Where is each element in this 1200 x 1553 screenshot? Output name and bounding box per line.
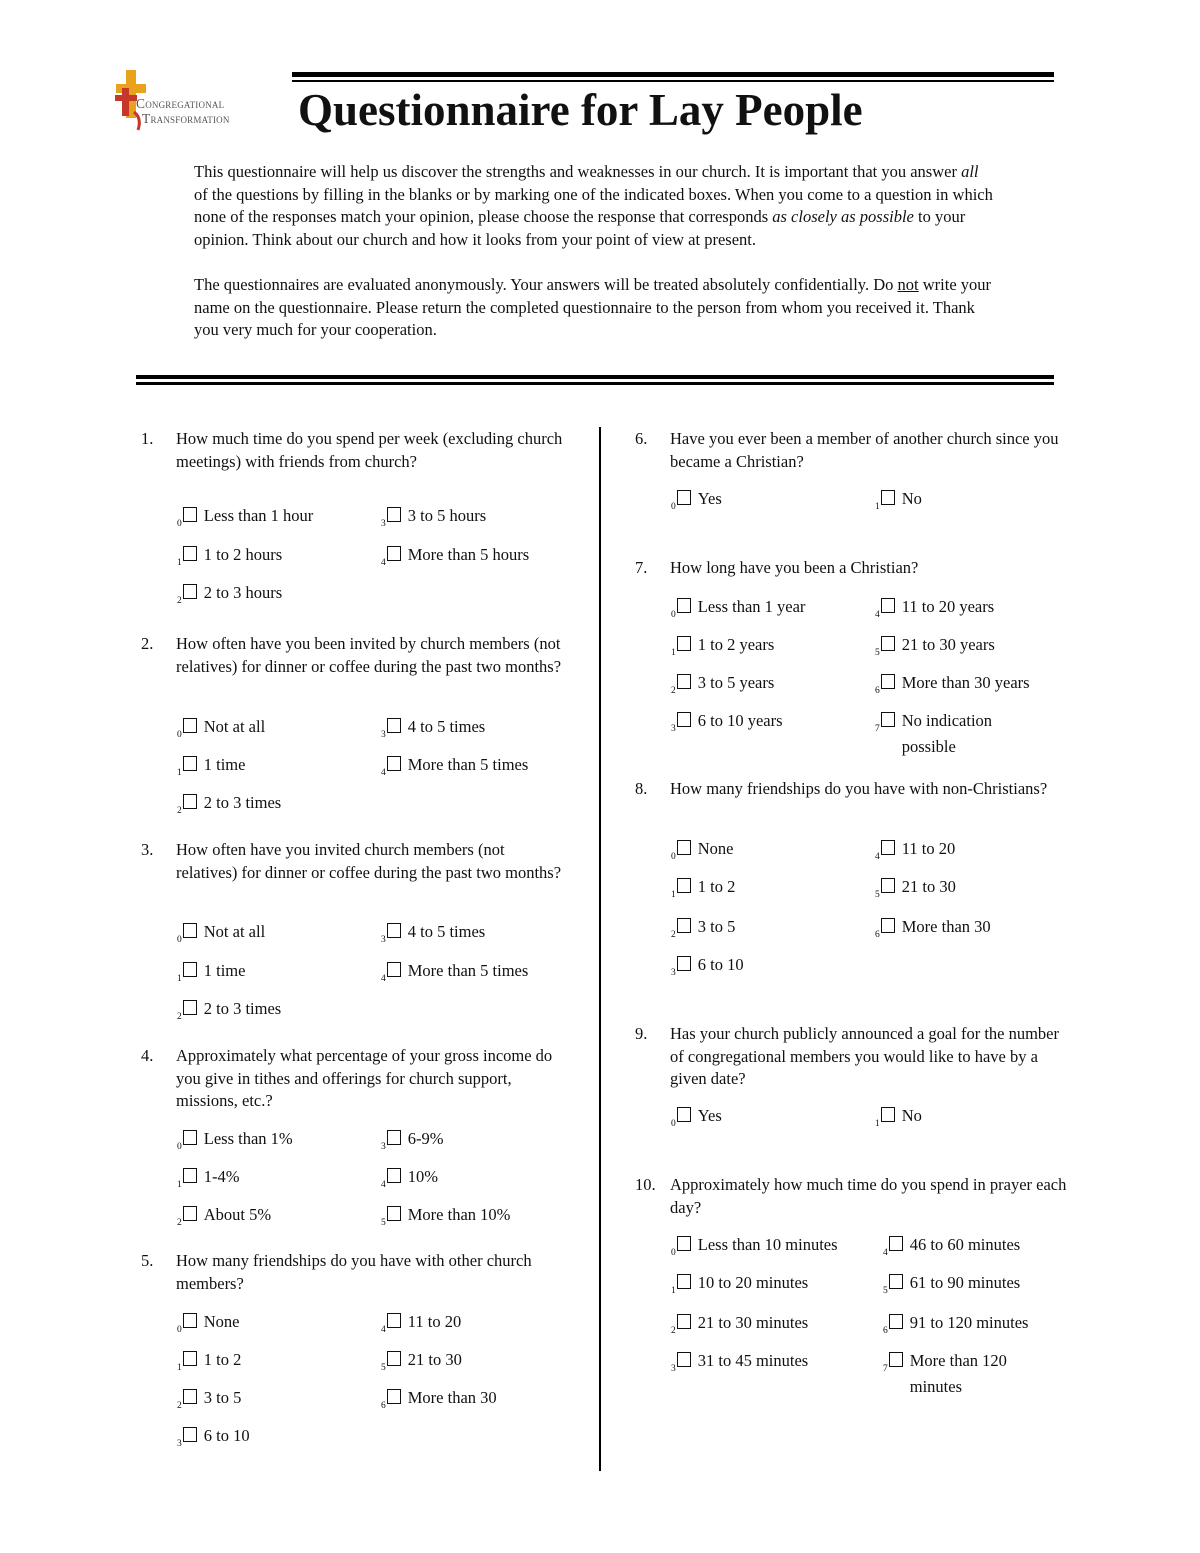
question-number: 3. [141, 840, 154, 859]
checkbox[interactable] [889, 1274, 903, 1289]
option-code: 2 [671, 1326, 676, 1336]
option-label: More than 5 times [407, 755, 529, 774]
answer-option[interactable] [381, 1167, 438, 1190]
option-label: 1 to 2 [697, 877, 736, 896]
option-label: 46 to 60 minutes [909, 1235, 1021, 1254]
checkbox[interactable] [677, 674, 691, 689]
answer-option[interactable] [671, 711, 783, 734]
option-label: 6-9% [407, 1129, 444, 1148]
checkbox[interactable] [881, 490, 895, 505]
option-code: 0 [671, 852, 676, 862]
answer-option[interactable] [381, 545, 529, 568]
logo [112, 68, 280, 138]
option-code: 1 [177, 974, 182, 984]
option-label: 1 to 2 [203, 1350, 242, 1369]
option-code: 3 [381, 935, 386, 945]
checkbox[interactable] [677, 918, 691, 933]
checkbox[interactable] [183, 1130, 197, 1145]
option-code: 4 [381, 558, 386, 568]
option-label: 11 to 20 years [901, 597, 995, 616]
checkbox[interactable] [387, 718, 401, 733]
question-number: 8. [635, 779, 648, 798]
option-label: 3 to 5 years [697, 673, 775, 692]
answer-option[interactable] [381, 1312, 461, 1335]
intro-rule-thin [136, 382, 1054, 385]
checkbox[interactable] [889, 1314, 903, 1329]
answer-option[interactable] [875, 711, 1032, 760]
checkbox[interactable] [387, 507, 401, 522]
option-label: More than 5 hours [407, 545, 530, 564]
option-label: 31 to 45 minutes [697, 1351, 809, 1370]
option-code: 4 [381, 974, 386, 984]
option-label: Less than 1% [203, 1129, 293, 1148]
answer-option[interactable] [381, 1350, 462, 1373]
option-label: More than 5 times [407, 961, 529, 980]
answer-option[interactable] [381, 506, 486, 529]
checkbox[interactable] [677, 956, 691, 971]
option-label: 11 to 20 [407, 1312, 462, 1331]
option-code: 1 [875, 1119, 880, 1129]
header-rule-thick [292, 72, 1054, 77]
answer-option[interactable] [875, 635, 995, 658]
option-label: 6 to 10 years [697, 711, 783, 730]
checkbox[interactable] [677, 840, 691, 855]
checkbox[interactable] [889, 1352, 903, 1367]
checkbox[interactable] [387, 1389, 401, 1404]
question-number: 10. [635, 1175, 656, 1194]
checkbox[interactable] [183, 1313, 197, 1328]
option-code: 3 [671, 968, 676, 978]
answer-option[interactable] [671, 955, 744, 978]
answer-option[interactable] [875, 839, 955, 862]
checkbox[interactable] [881, 918, 895, 933]
answer-option[interactable] [875, 917, 991, 940]
question-text: Approximately how much time do you spend in prayer each day? [670, 1175, 1067, 1217]
answer-option[interactable] [671, 1351, 808, 1374]
option-label: 1 time [203, 755, 246, 774]
option-code: 2 [177, 806, 182, 816]
option-label: 1 time [203, 961, 246, 980]
checkbox[interactable] [183, 923, 197, 938]
intro-text [194, 161, 994, 342]
option-label: 61 to 90 minutes [909, 1273, 1021, 1292]
option-label: 2 to 3 hours [203, 583, 283, 602]
option-code: 3 [671, 724, 676, 734]
option-label: 2 to 3 times [203, 793, 282, 812]
option-label: More than 30 [407, 1388, 497, 1407]
checkbox[interactable] [881, 1107, 895, 1122]
option-label: 3 to 5 hours [407, 506, 487, 525]
option-label: 21 to 30 [901, 877, 956, 896]
option-label: 21 to 30 years [901, 635, 995, 654]
checkbox[interactable] [881, 712, 895, 727]
checkbox[interactable] [677, 712, 691, 727]
option-code: 1 [177, 1363, 182, 1373]
answer-option[interactable] [381, 717, 485, 740]
answer-option[interactable] [177, 1312, 240, 1335]
option-code: 3 [177, 1439, 182, 1449]
checkbox[interactable] [677, 1352, 691, 1367]
answer-option[interactable] [381, 755, 528, 778]
answer-option[interactable] [671, 1313, 808, 1336]
option-label: 6 to 10 [697, 955, 744, 974]
question-text: Has your church publicly announced a goal for the number of congregational members you would like to have by a given date? [670, 1024, 1059, 1089]
answer-option[interactable] [177, 755, 245, 778]
answer-option[interactable] [671, 877, 735, 900]
option-label: 3 to 5 [203, 1388, 242, 1407]
question-number: 1. [141, 429, 154, 448]
checkbox[interactable] [387, 1351, 401, 1366]
answer-option[interactable] [381, 1129, 444, 1152]
checkbox[interactable] [677, 1236, 691, 1251]
answer-option[interactable] [177, 999, 281, 1022]
option-code: 2 [671, 686, 676, 696]
option-code: 2 [177, 596, 182, 606]
option-label: 1 to 2 years [697, 635, 775, 654]
option-label: 6 to 10 [203, 1426, 250, 1445]
option-label: 10 to 20 minutes [697, 1273, 809, 1292]
option-code: 6 [381, 1401, 386, 1411]
intro-paragraph-2: The questionnaires are evaluated anonymously. Your answers will be treated absolutely confidentially. Do not write your name on the questionnaire. Please return the completed questionnaire to the person from whom you received it. Thank you very much for your cooperation. [194, 274, 992, 340]
option-code: 2 [671, 930, 676, 940]
checkbox[interactable] [677, 490, 691, 505]
option-code: 1 [671, 648, 676, 658]
question-number: 5. [141, 1251, 154, 1270]
option-code: 0 [671, 1248, 676, 1258]
answer-option[interactable] [875, 597, 994, 620]
answer-option[interactable] [177, 793, 281, 816]
checkbox[interactable] [881, 878, 895, 893]
option-label: Less than 10 minutes [697, 1235, 838, 1254]
answer-option[interactable] [177, 1129, 293, 1152]
answer-option[interactable] [875, 673, 1030, 696]
answer-option[interactable] [177, 1205, 271, 1228]
checkbox[interactable] [677, 1274, 691, 1289]
answer-option[interactable] [875, 1106, 922, 1129]
intro-paragraph-1: This questionnaire will help us discover the strengths and weaknesses in our church. It is important that you answer all of the questions by filling in the blanks or by marking one of the indicated boxes. When you come to a question in which none of the responses match your opinion, please choose the response that corresponds as closely as possible to your opinion. Think about our church and how it looks from your point of view at present. [194, 162, 993, 250]
question-text: Have you ever been a member of another church since you became a Christian? [670, 429, 1059, 471]
option-label: None [203, 1312, 240, 1331]
question-number: 4. [141, 1046, 154, 1065]
question-text: How much time do you spend per week (excluding church meetings) with friends from church? [176, 429, 563, 471]
answer-option[interactable] [381, 1205, 510, 1228]
question-number: 2. [141, 634, 154, 653]
option-label: 91 to 120 minutes [909, 1313, 1029, 1332]
checkbox[interactable] [387, 1168, 401, 1183]
checkbox[interactable] [677, 878, 691, 893]
question-text: How many friendships do you have with non-Christians? [670, 779, 1048, 798]
option-code: 7 [883, 1364, 888, 1374]
option-label: No [901, 1106, 922, 1125]
answer-option[interactable] [883, 1313, 1028, 1336]
option-label: More than 120 minutes [909, 1351, 1007, 1396]
option-code: 3 [381, 730, 386, 740]
option-label: Yes [697, 1106, 722, 1125]
checkbox[interactable] [183, 962, 197, 977]
option-code: 7 [875, 724, 880, 734]
option-code: 5 [381, 1363, 386, 1373]
question-text: How often have you been invited by church members (not relatives) for dinner or coffee during the past two months? [176, 634, 562, 676]
answer-option[interactable] [177, 1350, 241, 1373]
option-code: 0 [671, 1119, 676, 1129]
option-label: No indication possible [901, 711, 993, 756]
answer-option[interactable] [381, 922, 485, 945]
answer-option[interactable] [671, 635, 774, 658]
checkbox[interactable] [677, 598, 691, 613]
option-label: 4 to 5 times [407, 717, 486, 736]
answer-option[interactable] [671, 673, 774, 696]
checkbox[interactable] [183, 584, 197, 599]
answer-option[interactable] [671, 839, 734, 862]
option-label: 4 to 5 times [407, 922, 486, 941]
option-code: 5 [883, 1286, 888, 1296]
option-label: 10% [407, 1167, 438, 1186]
checkbox[interactable] [183, 546, 197, 561]
checkbox[interactable] [183, 1351, 197, 1366]
option-code: 4 [875, 610, 880, 620]
option-code: 2 [177, 1012, 182, 1022]
option-label: 1-4% [203, 1167, 240, 1186]
answer-option[interactable] [177, 506, 313, 529]
option-code: 6 [883, 1326, 888, 1336]
answer-option[interactable] [381, 1388, 497, 1411]
question-text: How many friendships do you have with other church members? [176, 1251, 532, 1293]
option-label: Not at all [203, 922, 266, 941]
option-label: 11 to 20 [901, 839, 956, 858]
answer-option[interactable] [671, 1235, 838, 1258]
option-code: 3 [671, 1364, 676, 1374]
answer-option[interactable] [875, 489, 922, 512]
option-code: 6 [875, 686, 880, 696]
intro-rule-thick [136, 375, 1054, 379]
checkbox[interactable] [881, 674, 895, 689]
option-code: 5 [381, 1218, 386, 1228]
answer-option[interactable] [177, 583, 282, 606]
option-code: 6 [875, 930, 880, 940]
answer-option[interactable] [177, 717, 265, 740]
option-code: 1 [671, 890, 676, 900]
option-label: 3 to 5 [697, 917, 736, 936]
checkbox[interactable] [183, 507, 197, 522]
checkbox[interactable] [183, 1168, 197, 1183]
answer-option[interactable] [671, 1273, 808, 1296]
answer-option[interactable] [177, 1426, 250, 1449]
option-label: No [901, 489, 922, 508]
checkbox[interactable] [183, 794, 197, 809]
logo-line1: Congregational [136, 96, 225, 111]
column-divider [599, 427, 601, 1471]
option-code: 1 [671, 1286, 676, 1296]
option-code: 2 [177, 1401, 182, 1411]
question-number: 7. [635, 558, 648, 577]
option-label: 21 to 30 [407, 1350, 462, 1369]
answer-option[interactable] [875, 877, 956, 900]
option-code: 4 [875, 852, 880, 862]
checkbox[interactable] [387, 923, 401, 938]
question-number: 6. [635, 429, 648, 448]
page-title: Questionnaire for Lay People [298, 85, 863, 135]
option-code: 3 [381, 519, 386, 529]
option-code: 1 [875, 502, 880, 512]
option-code: 0 [671, 610, 676, 620]
question-text: Approximately what percentage of your gross income do you give in tithes and offerings for church support, missions, etc.? [176, 1046, 553, 1111]
option-code: 0 [177, 1325, 182, 1335]
header-rule-thin [292, 80, 1054, 82]
checkbox[interactable] [183, 756, 197, 771]
checkbox[interactable] [183, 1206, 197, 1221]
option-code: 0 [177, 1142, 182, 1152]
checkbox[interactable] [881, 636, 895, 651]
checkbox[interactable] [387, 756, 401, 771]
question-number: 9. [635, 1024, 648, 1043]
answer-option[interactable] [883, 1235, 1020, 1258]
question-text: How often have you invited church members (not relatives) for dinner or coffee during the past two months? [176, 840, 562, 882]
option-code: 1 [177, 558, 182, 568]
checkbox[interactable] [183, 1000, 197, 1015]
option-label: Less than 1 year [697, 597, 806, 616]
answer-option[interactable] [177, 1388, 241, 1411]
answer-option[interactable] [671, 489, 722, 512]
checkbox[interactable] [677, 636, 691, 651]
checkbox[interactable] [387, 1206, 401, 1221]
checkbox[interactable] [889, 1236, 903, 1251]
option-code: 4 [381, 1325, 386, 1335]
option-label: More than 30 [901, 917, 991, 936]
logo-line2: Transformation [142, 111, 230, 126]
checkbox[interactable] [183, 718, 197, 733]
option-code: 2 [177, 1218, 182, 1228]
answer-option[interactable] [883, 1351, 1040, 1400]
checkbox[interactable] [183, 1389, 197, 1404]
answer-option[interactable] [381, 961, 528, 984]
option-label: About 5% [203, 1205, 272, 1224]
checkbox[interactable] [387, 1130, 401, 1145]
option-label: Yes [697, 489, 722, 508]
option-label: More than 30 years [901, 673, 1030, 692]
option-code: 0 [177, 730, 182, 740]
question-text: How long have you been a Christian? [670, 558, 919, 577]
checkbox[interactable] [881, 598, 895, 613]
option-label: Not at all [203, 717, 266, 736]
option-code: 0 [671, 502, 676, 512]
answer-option[interactable] [671, 917, 735, 940]
option-code: 4 [381, 768, 386, 778]
option-code: 3 [381, 1142, 386, 1152]
answer-option[interactable] [177, 961, 245, 984]
checkbox[interactable] [183, 1427, 197, 1442]
option-label: 1 to 2 hours [203, 545, 283, 564]
checkbox[interactable] [881, 840, 895, 855]
answer-option[interactable] [671, 1106, 722, 1129]
option-code: 1 [177, 768, 182, 778]
checkbox[interactable] [677, 1107, 691, 1122]
option-label: None [697, 839, 734, 858]
option-label: Less than 1 hour [203, 506, 314, 525]
answer-option[interactable] [177, 1167, 240, 1190]
option-label: 21 to 30 minutes [697, 1313, 809, 1332]
option-code: 0 [177, 935, 182, 945]
option-label: 2 to 3 times [203, 999, 282, 1018]
option-code: 1 [177, 1180, 182, 1190]
answer-option[interactable] [177, 545, 282, 568]
checkbox[interactable] [387, 546, 401, 561]
answer-option[interactable] [883, 1273, 1020, 1296]
checkbox[interactable] [387, 962, 401, 977]
checkbox[interactable] [387, 1313, 401, 1328]
option-code: 0 [177, 519, 182, 529]
option-code: 5 [875, 890, 880, 900]
answer-option[interactable] [177, 922, 265, 945]
option-code: 5 [875, 648, 880, 658]
checkbox[interactable] [677, 1314, 691, 1329]
option-code: 4 [381, 1180, 386, 1190]
option-code: 4 [883, 1248, 888, 1258]
answer-option[interactable] [671, 597, 805, 620]
option-label: More than 10% [407, 1205, 511, 1224]
